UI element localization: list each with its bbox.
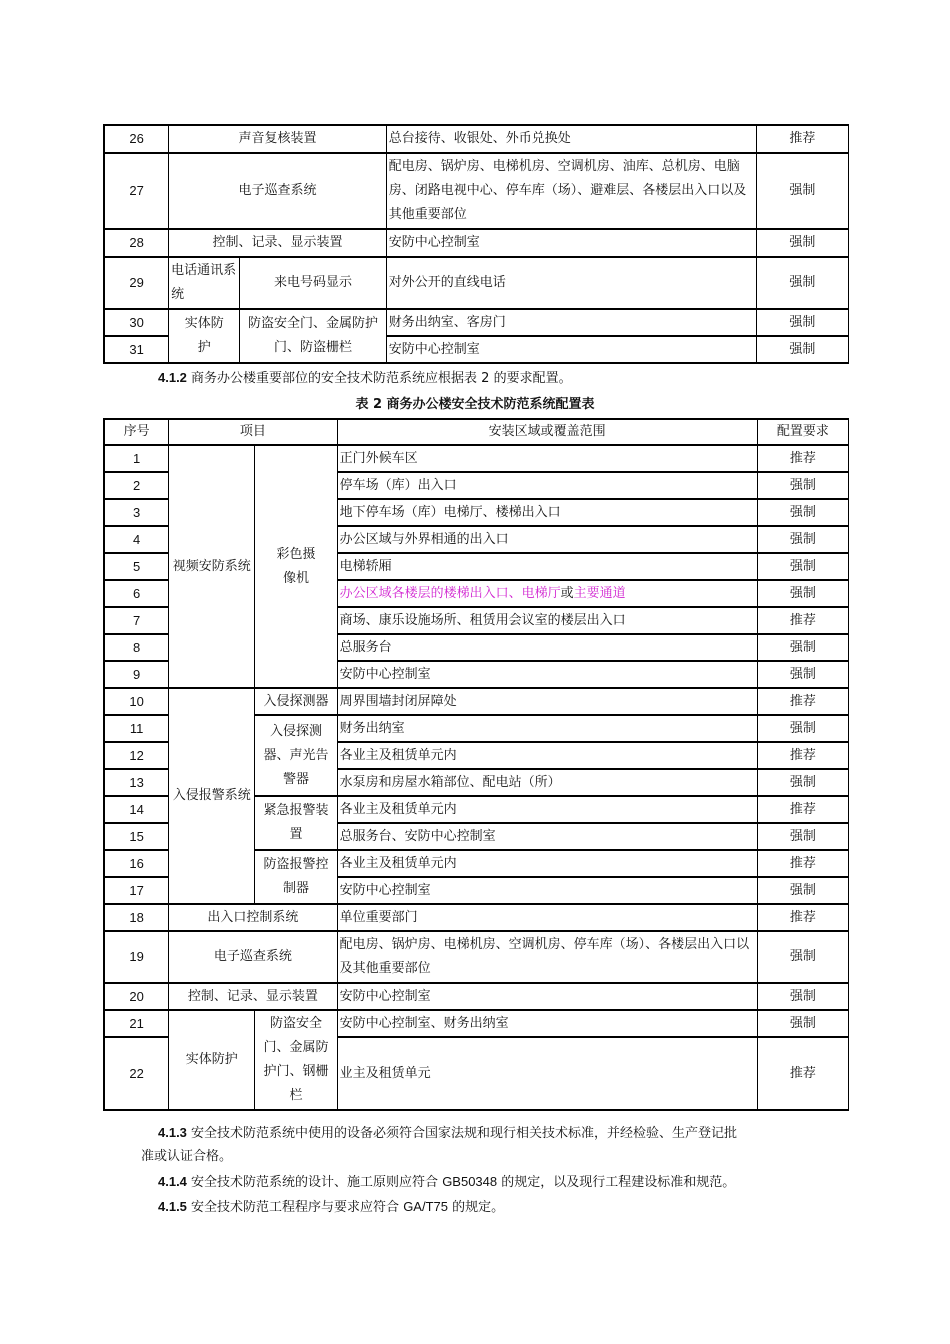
area-cell: 周界围墙封闭屏障处 xyxy=(338,689,758,716)
table-row xyxy=(105,446,849,473)
requirement-cell: 推荐 xyxy=(758,851,849,878)
row-number: 7 xyxy=(105,608,169,635)
area-cell: 安防中心控制室 xyxy=(387,230,757,258)
row-number: 22 xyxy=(105,1038,169,1111)
table-row xyxy=(105,689,849,716)
requirement-cell: 强制 xyxy=(758,635,849,662)
requirement-cell: 强制 xyxy=(758,984,849,1011)
standard-code: GA/T75 xyxy=(403,1199,448,1214)
area-cell: 电梯轿厢 xyxy=(338,554,758,581)
row-number: 4 xyxy=(105,527,169,554)
row-number: 13 xyxy=(105,770,169,797)
area-cell: 总服务台、安防中心控制室 xyxy=(338,824,758,851)
row-number: 14 xyxy=(105,797,169,824)
table-row xyxy=(105,126,849,154)
item-cell: 防盗安全门、金属防护门、钢栅栏 xyxy=(255,1011,337,1111)
row-number: 30 xyxy=(105,310,169,337)
item-cell: 入侵探测器、声光告警器 xyxy=(255,716,337,797)
paragraph-4-1-3-continued xyxy=(141,1146,232,1168)
requirement-cell: 强制 xyxy=(758,662,849,689)
row-number: 8 xyxy=(105,635,169,662)
requirement-cell: 强制 xyxy=(758,500,849,527)
clause-text: 的规定，以及现行工程建设标准和规范。 xyxy=(497,1175,736,1190)
requirement-cell: 强制 xyxy=(758,824,849,851)
paragraph-4-1-5 xyxy=(158,1196,504,1219)
item-cell: 出入口控制系统 xyxy=(169,905,337,932)
row-number: 18 xyxy=(105,905,169,932)
item-cell: 防盗安全门、金属防护门、防盗栅栏 xyxy=(240,310,386,364)
area-cell: 停车场（库）出入口 xyxy=(338,473,758,500)
area-cell: 商场、康乐设施场所、租赁用会议室的楼层出入口 xyxy=(338,608,758,635)
row-number: 16 xyxy=(105,851,169,878)
clause-text: 的规定。 xyxy=(447,1200,505,1215)
requirement-cell: 强制 xyxy=(758,1011,849,1038)
table-row xyxy=(105,1011,849,1038)
requirement-cell: 推荐 xyxy=(758,1038,849,1111)
item-cell: 彩色摄像机 xyxy=(255,446,337,689)
requirement-cell: 强制 xyxy=(758,932,849,984)
area-conjunction: 或 xyxy=(560,585,574,601)
area-cell: 安防中心控制室 xyxy=(338,662,758,689)
area-cell: 配电房、锅炉房、电梯机房、空调机房、停车库（场）、各楼层出入口以及其他重要部位 xyxy=(338,932,758,984)
group-cell: 电话通讯系统 xyxy=(169,258,240,310)
area-cell xyxy=(338,581,758,608)
table-header-row xyxy=(105,420,849,446)
group-cell: 入侵报警系统 xyxy=(169,689,255,905)
requirement-cell: 推荐 xyxy=(758,905,849,932)
requirement-cell: 强制 xyxy=(757,310,849,337)
area-cell: 正门外候车区 xyxy=(338,446,758,473)
area-cell: 各业主及租赁单元内 xyxy=(338,743,758,770)
table-row xyxy=(105,230,849,258)
group-cell: 实体防护 xyxy=(169,310,240,364)
requirement-cell: 推荐 xyxy=(758,797,849,824)
item-cell: 控制、记录、显示装置 xyxy=(169,230,387,258)
area-cell: 水泵房和房屋水箱部位、配电站（所） xyxy=(338,770,758,797)
area-cell: 财务出纳室、客房门 xyxy=(387,310,757,337)
area-cell: 各业主及租赁单元内 xyxy=(338,851,758,878)
item-cell: 来电号码显示 xyxy=(240,258,386,310)
requirement-cell: 强制 xyxy=(758,581,849,608)
row-number: 29 xyxy=(105,258,169,310)
row-number: 20 xyxy=(105,984,169,1011)
item-cell: 入侵探测器 xyxy=(255,689,337,716)
group-cell: 实体防护 xyxy=(169,1011,255,1111)
table-row xyxy=(105,154,849,230)
highlighted-area-text: 主要通道 xyxy=(573,585,626,601)
requirement-cell: 强制 xyxy=(758,878,849,905)
clause-text: 安全技术防范系统中使用的设备必须符合国家法规和现行相关技术标准，并经检验、生产登记批 xyxy=(186,1126,738,1141)
row-number: 21 xyxy=(105,1011,169,1038)
table-row xyxy=(105,310,849,337)
area-cell: 安防中心控制室 xyxy=(338,984,758,1011)
item-cell: 紧急报警装置 xyxy=(255,797,337,851)
requirement-cell: 强制 xyxy=(757,258,849,310)
table-row xyxy=(105,984,849,1011)
item-cell: 声音复核装置 xyxy=(169,126,387,154)
requirement-cell: 推荐 xyxy=(758,689,849,716)
area-cell: 总台接待、收银处、外币兑换处 xyxy=(387,126,757,154)
area-cell: 单位重要部门 xyxy=(338,905,758,932)
table-1-continued xyxy=(103,124,849,364)
item-cell: 电子巡查系统 xyxy=(169,154,387,230)
paragraph-4-1-3 xyxy=(158,1122,737,1145)
item-cell: 控制、记录、显示装置 xyxy=(169,984,337,1011)
table-row xyxy=(105,258,849,310)
header-number: 序号 xyxy=(105,420,169,446)
row-number: 12 xyxy=(105,743,169,770)
item-cell: 防盗报警控制器 xyxy=(255,851,337,905)
clause-text: 安全技术防范工程程序与要求应符合 xyxy=(186,1200,404,1215)
clause-text: 安全技术防范系统的设计、施工原则应符合 xyxy=(186,1175,443,1190)
row-number: 27 xyxy=(105,154,169,230)
table-2-caption: 表 2 商务办公楼安全技术防范系统配置表 xyxy=(355,397,595,412)
row-number: 10 xyxy=(105,689,169,716)
requirement-cell: 强制 xyxy=(757,154,849,230)
table-row xyxy=(105,932,849,984)
group-cell: 视频安防系统 xyxy=(169,446,255,689)
row-number: 1 xyxy=(105,446,169,473)
area-cell: 安防中心控制室 xyxy=(338,878,758,905)
area-cell: 配电房、锅炉房、电梯机房、空调机房、油库、总机房、电脑房、闭路电视中心、停车库（场）、避难层、各楼层出入口以及其他重要部位 xyxy=(387,154,757,230)
row-number: 9 xyxy=(105,662,169,689)
area-cell: 安防中心控制室、财务出纳室 xyxy=(338,1011,758,1038)
row-number: 5 xyxy=(105,554,169,581)
row-number: 6 xyxy=(105,581,169,608)
requirement-cell: 强制 xyxy=(758,473,849,500)
area-cell: 安防中心控制室 xyxy=(387,337,757,364)
requirement-cell: 强制 xyxy=(757,337,849,364)
clause-text: 商务办公楼重要部位的安全技术防范系统应根据表 2 的要求配置。 xyxy=(186,371,572,386)
area-cell: 地下停车场（库）电梯厅、楼梯出入口 xyxy=(338,500,758,527)
standard-code: GB50348 xyxy=(442,1174,498,1189)
row-number: 2 xyxy=(105,473,169,500)
clause-text: 准或认证合格。 xyxy=(141,1149,233,1164)
requirement-cell: 强制 xyxy=(758,554,849,581)
requirement-cell: 推荐 xyxy=(757,126,849,154)
requirement-cell: 强制 xyxy=(758,716,849,743)
area-cell: 财务出纳室 xyxy=(338,716,758,743)
clause-number: 4.1.4 xyxy=(158,1174,187,1189)
row-number: 19 xyxy=(105,932,169,984)
row-number: 17 xyxy=(105,878,169,905)
area-cell: 总服务台 xyxy=(338,635,758,662)
clause-number: 4.1.5 xyxy=(158,1199,187,1214)
area-cell: 业主及租赁单元 xyxy=(338,1038,758,1111)
row-number: 3 xyxy=(105,500,169,527)
row-number: 11 xyxy=(105,716,169,743)
header-item: 项目 xyxy=(169,420,337,446)
paragraph-4-1-2 xyxy=(158,367,572,390)
row-number: 15 xyxy=(105,824,169,851)
clause-number: 4.1.3 xyxy=(158,1125,187,1140)
row-number: 28 xyxy=(105,230,169,258)
requirement-cell: 推荐 xyxy=(758,446,849,473)
table-row xyxy=(105,905,849,932)
requirement-cell: 推荐 xyxy=(758,608,849,635)
requirement-cell: 推荐 xyxy=(758,743,849,770)
row-number: 31 xyxy=(105,337,169,364)
requirement-cell: 强制 xyxy=(758,770,849,797)
requirement-cell: 强制 xyxy=(758,527,849,554)
table-2 xyxy=(103,418,849,1111)
requirement-cell: 强制 xyxy=(757,230,849,258)
header-area: 安装区域或覆盖范围 xyxy=(338,420,758,446)
clause-number: 4.1.2 xyxy=(158,370,187,385)
item-cell: 电子巡查系统 xyxy=(169,932,337,984)
area-cell: 办公区域与外界相通的出入口 xyxy=(338,527,758,554)
paragraph-4-1-4 xyxy=(158,1171,735,1194)
area-cell: 对外公开的直线电话 xyxy=(387,258,757,310)
highlighted-area-text: 办公区域各楼层的楼梯出入口、电梯厅 xyxy=(339,585,561,601)
row-number: 26 xyxy=(105,126,169,154)
area-cell: 各业主及租赁单元内 xyxy=(338,797,758,824)
header-requirement: 配置要求 xyxy=(758,420,849,446)
